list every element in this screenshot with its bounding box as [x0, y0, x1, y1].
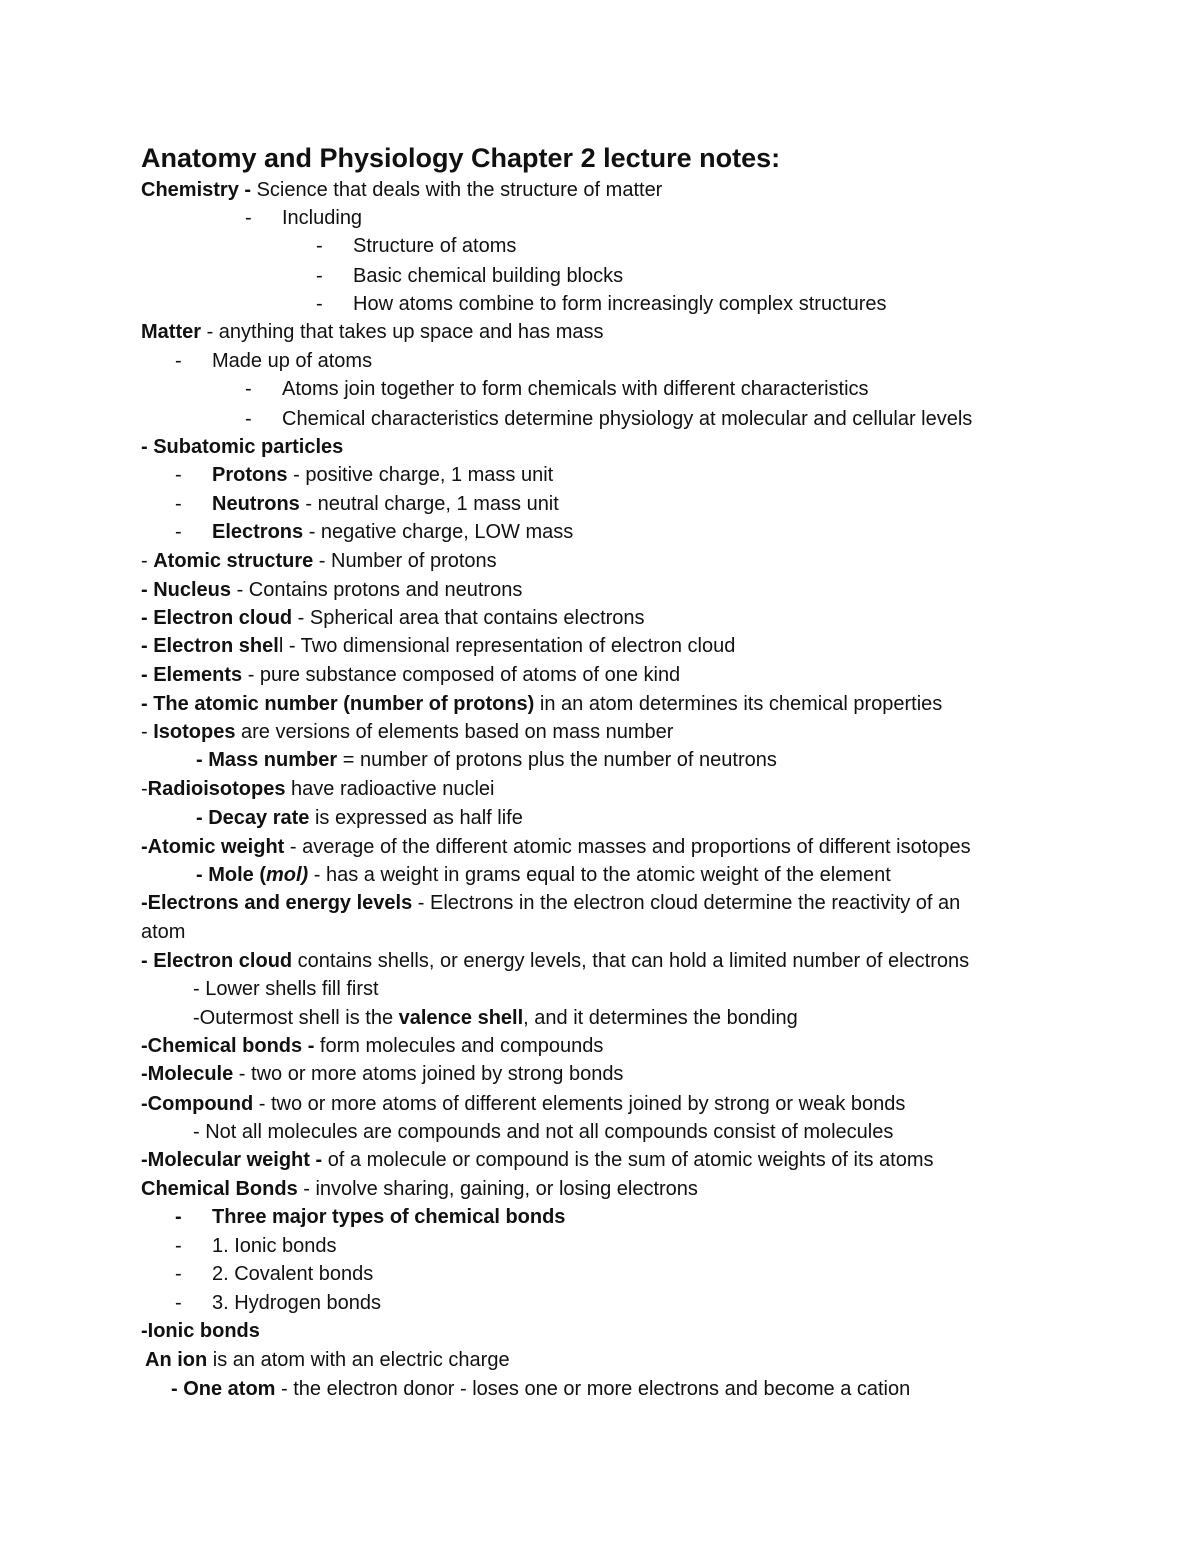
note-line	[196, 746, 777, 774]
definition: - Number of protons	[313, 550, 497, 572]
note-line	[141, 690, 942, 718]
definition: form molecules and compounds	[319, 1035, 604, 1057]
bullet-dash: -	[175, 1206, 182, 1228]
term: Matter	[141, 321, 202, 343]
note-line	[141, 1090, 905, 1118]
term: - Subatomic particles	[141, 436, 344, 458]
note-line	[141, 918, 185, 946]
term: - The atomic number (number of protons)	[141, 693, 535, 715]
note-line	[141, 632, 735, 660]
definition: - Lower shells fill first	[193, 978, 379, 1000]
bullet-text: 3. Hydrogen bonds	[212, 1292, 382, 1314]
note-line	[141, 889, 960, 917]
definition: - pure substance composed of atoms of one kind	[242, 664, 681, 686]
note-line-matter	[141, 318, 603, 346]
term: - Electron cloud	[141, 950, 293, 972]
definition: is expressed as half life	[309, 807, 523, 829]
note-line	[171, 1375, 910, 1403]
prefix: -Outermost shell is the	[193, 1007, 399, 1029]
note-line	[193, 1118, 893, 1146]
term: Chemical Bonds	[141, 1178, 298, 1200]
term: -Ionic bonds	[141, 1320, 260, 1342]
definition: have radioactive nuclei	[285, 778, 495, 800]
definition: - the electron donor - loses one or more electrons and become a cation	[275, 1378, 911, 1400]
bullet-text: Chemical characteristics determine physiology at molecular and cellular levels	[282, 408, 973, 430]
definition: contains shells, or energy levels, that can hold a limited number of electrons	[292, 950, 970, 972]
note-line-chemistry	[141, 176, 662, 204]
definition: l - Two dimensional representation of electron cloud	[278, 635, 736, 657]
note-line	[193, 975, 379, 1003]
term: -Molecule	[141, 1063, 234, 1085]
term: -Compound	[141, 1093, 254, 1115]
bullet-text: Structure of atoms	[353, 235, 517, 257]
sub-bullet	[175, 518, 573, 546]
note-line	[141, 1146, 934, 1174]
definition: = number of protons plus the number of neutrons	[337, 749, 777, 771]
note-line	[141, 833, 971, 861]
term: Isotopes	[153, 721, 236, 743]
sub-bullet	[245, 204, 362, 232]
definition: of a molecule or compound is the sum of atomic weights of its atoms	[327, 1149, 934, 1171]
definition: atom	[141, 921, 186, 943]
sub-bullet	[175, 490, 559, 518]
definition: - involve sharing, gaining, or losing electrons	[297, 1178, 698, 1200]
note-line	[141, 604, 645, 632]
bullet-dash: -	[175, 1235, 182, 1257]
term: Protons	[212, 464, 288, 486]
note-line	[141, 775, 494, 803]
prefix: -	[141, 778, 148, 800]
bullet-dash: -	[245, 378, 252, 400]
definition: is an atom with an electric charge	[207, 1349, 510, 1371]
bullet-dash: -	[316, 235, 323, 257]
definition: - Not all molecules are compounds and not all compounds consist of molecules	[193, 1121, 894, 1143]
bullet-text: How atoms combine to form increasingly complex structures	[353, 293, 887, 315]
bullet-dash: -	[316, 265, 323, 287]
note-line	[141, 547, 497, 575]
bullet-text: 1. Ionic bonds	[212, 1235, 337, 1257]
definition: Science that deals with the structure of matter	[256, 179, 663, 201]
bullet-dash: -	[175, 1263, 182, 1285]
term: -Chemical bonds -	[141, 1035, 320, 1057]
sub-bullet	[316, 290, 887, 318]
term: -Atomic weight	[141, 836, 285, 858]
term: - One atom	[171, 1378, 276, 1400]
note-line	[141, 718, 673, 746]
term: - Mass number	[196, 749, 338, 771]
note-line	[141, 661, 680, 689]
note-line	[141, 1175, 698, 1203]
sub-bullet	[175, 1289, 381, 1317]
term: - Electron cloud	[141, 607, 293, 629]
term: valence shell	[398, 1007, 524, 1029]
note-line	[193, 1004, 798, 1032]
note-line-subatomic-particles	[141, 433, 343, 461]
term: Atomic structure	[153, 550, 314, 572]
definition: - Spherical area that contains electrons	[292, 607, 645, 629]
bullet-dash: -	[175, 1292, 182, 1314]
definition: in an atom determines its chemical properties	[534, 693, 943, 715]
term: Radioisotopes	[147, 778, 286, 800]
sub-bullet	[175, 1203, 565, 1231]
note-line	[141, 947, 969, 975]
bullet-text: Made up of atoms	[212, 350, 373, 372]
term: - Nucleus	[141, 579, 232, 601]
bullet-dash: -	[245, 408, 252, 430]
term: - Elements	[141, 664, 243, 686]
definition: - negative charge, LOW mass	[303, 521, 574, 543]
term: - Electron shel	[141, 635, 279, 657]
sub-bullet	[316, 262, 623, 290]
term: -Molecular weight -	[141, 1149, 328, 1171]
term: Three major types of chemical bonds	[212, 1206, 566, 1228]
term: An ion	[145, 1349, 208, 1371]
sub-bullet	[175, 461, 553, 489]
definition: - anything that takes up space and has mass	[201, 321, 604, 343]
bullet-text: Including	[282, 207, 363, 229]
bullet-dash: -	[316, 293, 323, 315]
definition: - Contains protons and neutrons	[231, 579, 523, 601]
prefix: -	[141, 721, 154, 743]
term: -Electrons and energy levels	[141, 892, 413, 914]
sub-bullet	[316, 232, 516, 260]
term: Electrons	[212, 521, 304, 543]
sub-bullet	[245, 405, 972, 433]
bullet-dash: -	[175, 521, 182, 543]
definition: - two or more atoms of different elements joined by strong or weak bonds	[253, 1093, 906, 1115]
note-line	[141, 576, 522, 604]
bullet-dash: -	[175, 464, 182, 486]
bullet-dash: -	[175, 350, 182, 372]
bullet-dash: -	[245, 207, 252, 229]
note-line	[141, 1060, 623, 1088]
bullet-dash: -	[175, 493, 182, 515]
definition: - neutral charge, 1 mass unit	[299, 493, 559, 515]
term: - Decay rate	[196, 807, 310, 829]
term-abbreviation: mol)	[266, 864, 309, 886]
definition: - positive charge, 1 mass unit	[287, 464, 554, 486]
sub-bullet	[175, 347, 372, 375]
term: - Mole (	[196, 864, 266, 886]
bullet-text: 2. Covalent bonds	[212, 1263, 374, 1285]
term: Neutrons	[212, 493, 300, 515]
definition: are versions of elements based on mass number	[235, 721, 674, 743]
sub-bullet	[175, 1260, 373, 1288]
note-line	[141, 1317, 260, 1345]
note-line	[141, 1032, 603, 1060]
term: Chemistry -	[141, 179, 257, 201]
note-line	[196, 804, 523, 832]
bullet-text: Atoms join together to form chemicals with different characteristics	[282, 378, 869, 400]
definition: - Electrons in the electron cloud determine the reactivity of an	[412, 892, 961, 914]
note-line	[145, 1346, 510, 1374]
note-line	[196, 861, 891, 889]
bullet-text: Basic chemical building blocks	[353, 265, 624, 287]
prefix: -	[141, 550, 154, 572]
definition: - two or more atoms joined by strong bonds	[233, 1063, 624, 1085]
sub-bullet	[245, 375, 869, 403]
page-title: Anatomy and Physiology Chapter 2 lecture notes:	[141, 143, 781, 173]
definition: - average of the different atomic masses and proportions of different isotopes	[284, 836, 971, 858]
definition: , and it determines the bonding	[523, 1007, 798, 1029]
sub-bullet	[175, 1232, 337, 1260]
definition: - has a weight in grams equal to the atomic weight of the element	[308, 864, 891, 886]
